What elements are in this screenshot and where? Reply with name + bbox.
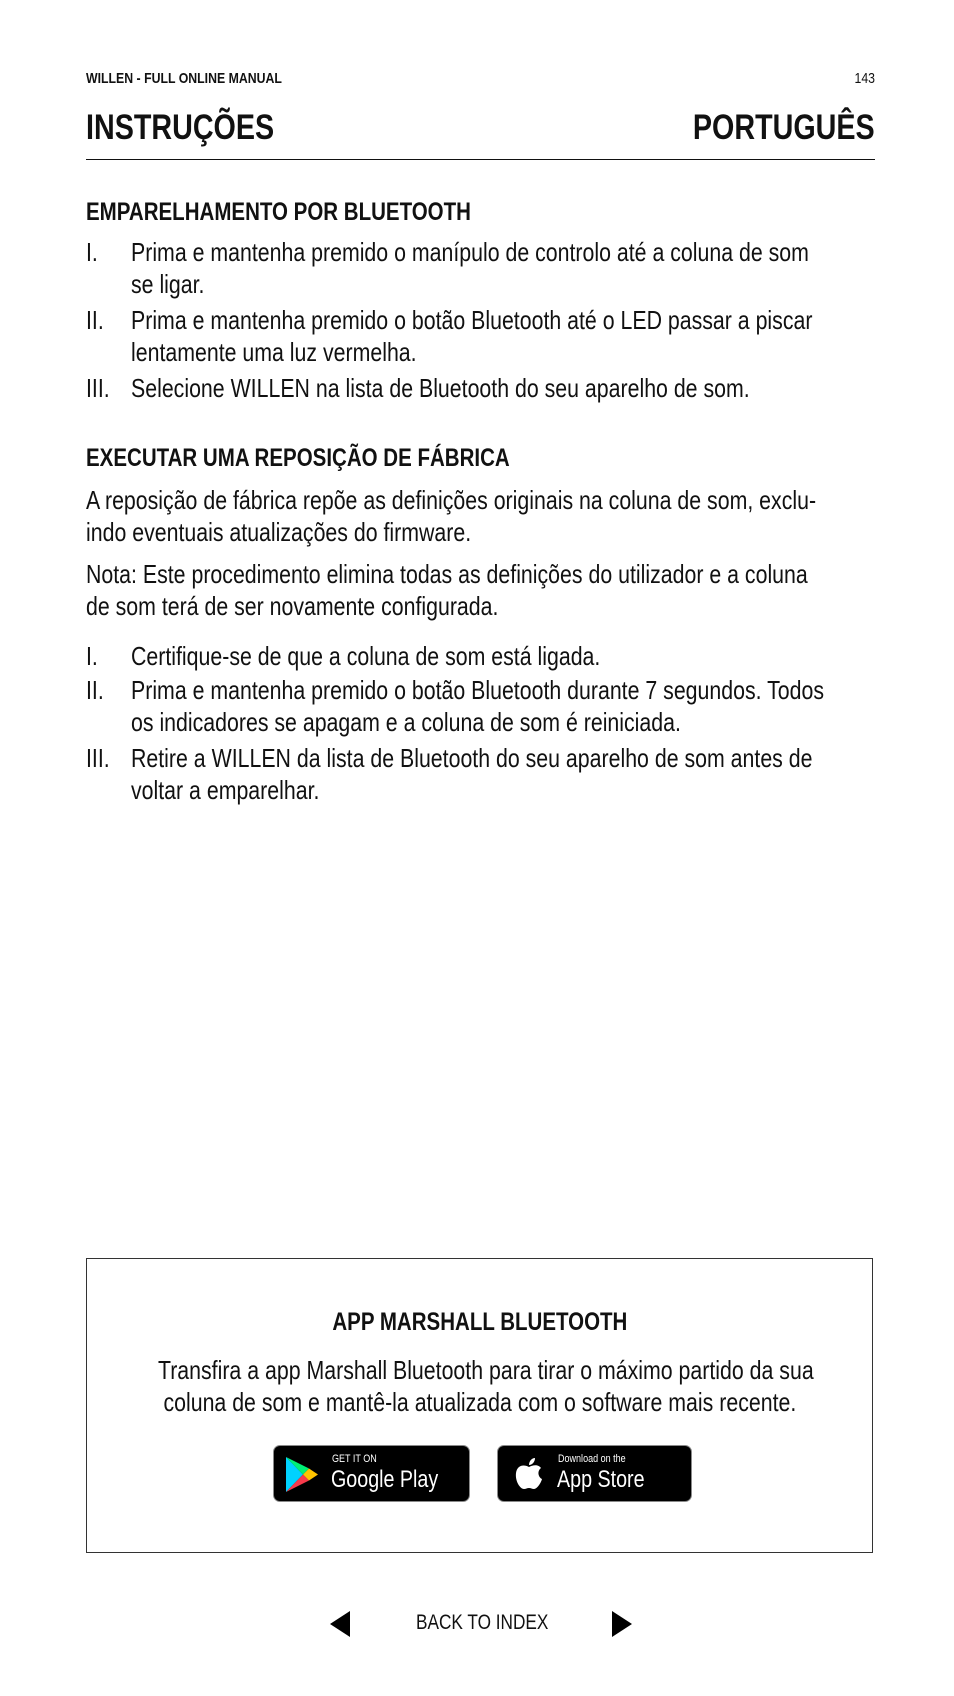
step-numeral: I. — [86, 237, 98, 267]
section-title: INSTRUÇÕES — [86, 108, 275, 147]
page-number: 143 — [854, 70, 875, 87]
app-store-big-text: App Store — [557, 1466, 645, 1493]
triangle-left-icon[interactable] — [330, 1611, 350, 1637]
google-play-badge[interactable] — [273, 1445, 470, 1502]
app-box-description: Transfira a app Marshall Bluetooth para tirar o máximo partido da sua coluna de som e mantê-la atualizada com o software mais recente. — [157, 1355, 814, 1417]
app-store-badge[interactable] — [497, 1445, 692, 1502]
app-store-small-text: Download on the — [558, 1453, 626, 1465]
pairing-step-1: Prima e mantenha premido o manípulo de controlo até a coluna de som se ligar. — [131, 237, 809, 299]
pairing-step-2: Prima e mantenha premido o botão Bluetooth até o LED passar a piscar lentamente uma luz vermelha. — [131, 305, 813, 367]
apple-icon — [514, 1456, 544, 1492]
pairing-heading: EMPARELHAMENTO POR BLUETOOTH — [86, 198, 471, 226]
google-play-big-text: Google Play — [331, 1466, 439, 1493]
step-numeral: I. — [86, 641, 98, 671]
factory-reset-heading: EXECUTAR UMA REPOSIÇÃO DE FÁBRICA — [86, 444, 510, 472]
reset-step-2: Prima e mantenha premido o botão Bluetooth durante 7 segundos. Todos os indicadores se apagam e a coluna de som é reiniciada. — [131, 675, 824, 737]
triangle-right-icon[interactable] — [612, 1611, 632, 1637]
step-numeral: II. — [86, 305, 104, 335]
google-play-small-text: GET IT ON — [332, 1453, 377, 1465]
header-divider — [86, 159, 875, 160]
google-play-icon — [285, 1456, 319, 1493]
back-to-index-link[interactable]: BACK TO INDEX — [416, 1611, 549, 1634]
step-numeral: II. — [86, 675, 104, 705]
language-label: PORTUGUÊS — [693, 108, 875, 147]
factory-reset-note: Nota: Este procedimento elimina todas as definições do utilizador e a coluna de som terá de ser novamente configurada. — [86, 559, 808, 621]
app-box-heading: APP MARSHALL BLUETOOTH — [332, 1308, 627, 1336]
manual-title: WILLEN - FULL ONLINE MANUAL — [86, 70, 282, 87]
factory-reset-intro: A reposição de fábrica repõe as definições originais na coluna de som, exclu- indo eventuais atualizações do firmware. — [86, 485, 817, 547]
reset-step-3: Retire a WILLEN da lista de Bluetooth do seu aparelho de som antes de voltar a emparelhar. — [131, 743, 813, 805]
step-numeral: III. — [86, 743, 110, 773]
pairing-step-3: Selecione WILLEN na lista de Bluetooth do seu aparelho de som. — [131, 373, 750, 403]
step-numeral: III. — [86, 373, 110, 403]
reset-step-1: Certifique-se de que a coluna de som está ligada. — [131, 641, 601, 671]
